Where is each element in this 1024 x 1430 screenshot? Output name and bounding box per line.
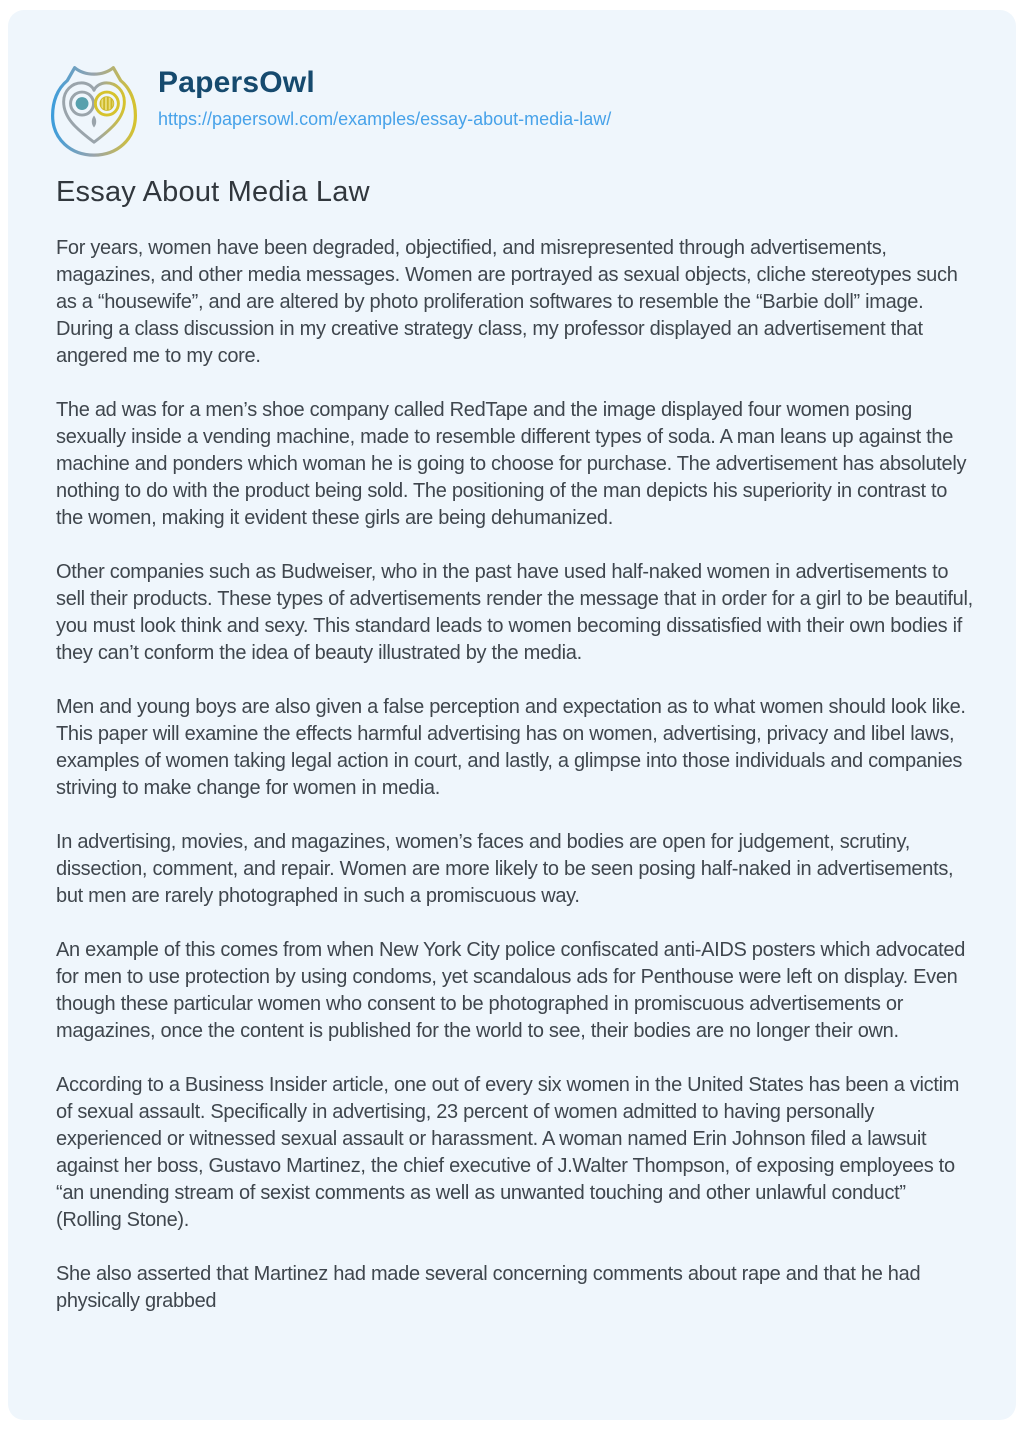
essay-paragraph: The ad was for a men’s shoe company called RedTape and the image displayed four women posing sexually inside a vending machine, made to resemble different types of soda. A man leans up against the machine and ponders which woman he is going to choose for purchase. The advertisement has absolutely nothing to do with the product being sold. The positioning of the man depicts his superiority in contrast to the women, making it evident these girls are being dehumanized. (56, 399, 967, 529)
brand-text-block (158, 60, 611, 130)
essay-card (8, 10, 1016, 1420)
essay-paragraph: Men and young boys are also given a false perception and expectation as to what women should look like. This paper will examine the effects harmful advertising has on women, advertising, privacy and libel laws, examples of women taking legal action in court, and lastly, a glimpse into those individuals and companies striving to make change for women in media. (56, 696, 966, 799)
essay-paragraph: For years, women have been degraded, objectified, and misrepresented through advertisements, magazines, and other media messages. Women are portrayed as sexual objects, cliche stereotypes such as a “housewife”, and are altered by photo proliferation softwares to resemble the “Barbie doll” image. During a class discussion in my creative strategy class, my professor displayed an advertisement that angered me to my core. (56, 237, 958, 367)
essay-paragraph: According to a Business Insider article, one out of every six women in the United States has been a victim of sexual assault. Specifically in advertising, 23 percent of women admitted to having personally experienced or witnessed sexual assault or harassment. A woman named Erin Johnson filed a lawsuit against her boss, Gustavo Martinez, the chief executive of J.Walter Thompson, of exposing employees to “an unending stream of sexist comments as well as unwanted touching and other unlawful conduct” (Rolling Stone). (56, 1074, 960, 1231)
essay-paragraph: She also asserted that Martinez had made several concerning comments about rape and that he had physically grabbed (56, 1263, 921, 1312)
essay-paragraph: Other companies such as Budweiser, who in the past have used half-naked women in advertisements to sell their products. These types of advertisements render the message that in order for a girl to be beautiful, you must look think and sexy. This standard leads to women becoming dissatisfied with their own bodies if they can’t conform the idea of beauty illustrated by the media. (56, 561, 973, 664)
owl-logo-icon (48, 60, 140, 160)
essay-paragraph: An example of this comes from when New York City police confiscated anti-AIDS posters which advocated for men to use protection by using condoms, yet scandalous ads for Penthouse were left on display. Even though these particular women who consent to be photographed in promiscuous advertisements or magazines, once the content is published for the world to see, their bodies are no longer their own. (56, 939, 966, 1042)
site-header (48, 60, 976, 160)
brand-name: PapersOwl (158, 66, 315, 99)
page-title: Essay About Media Law (56, 176, 370, 208)
essay-body (56, 235, 976, 1315)
source-url-link[interactable]: https://papersowl.com/examples/essay-about-media-law/ (158, 109, 612, 129)
essay-paragraph: In advertising, movies, and magazines, women’s faces and bodies are open for judgement, scrutiny, dissection, comment, and repair. Women are more likely to be seen posing half-naked in advertisements, but men are rarely photographed in such a promiscuous way. (56, 831, 954, 907)
